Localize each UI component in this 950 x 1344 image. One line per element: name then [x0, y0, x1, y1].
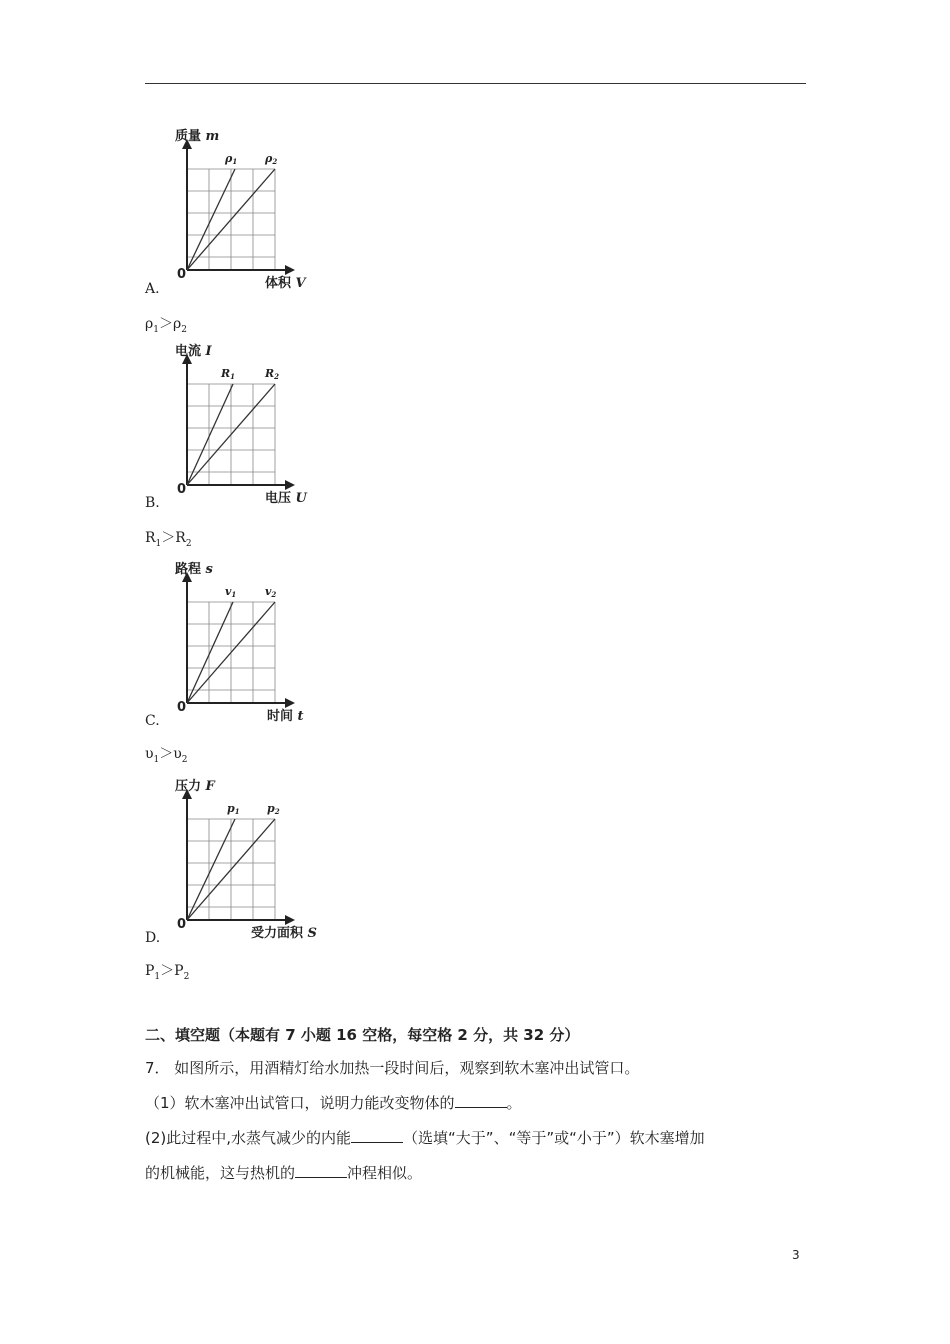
svg-text:质量 m [175, 128, 219, 144]
page-number: 3 [792, 1248, 800, 1262]
graph-c [155, 558, 335, 723]
question-7-stem: 7． 如图所示，用酒精灯给水加热一段时间后，观察到软木塞冲出试管口。 [145, 1059, 640, 1077]
x-axis-symbol: S [307, 926, 317, 941]
option-b-caption: $R_1>R_2$ [145, 530, 192, 549]
y-axis-symbol: I [205, 344, 212, 359]
svg-text:电压 U [265, 490, 308, 506]
svg-text:ρ1 [224, 152, 237, 166]
svg-text:时间 t [267, 708, 304, 724]
answer-blank-1[interactable] [455, 1095, 507, 1108]
x-arrow-icon [285, 915, 295, 925]
svg-text:p2 [267, 802, 280, 816]
line1-sub: 1 [231, 590, 237, 599]
section-title: 二、填空题（本题有 7 小题 16 空格，每空格 2 分，共 32 分） [145, 1026, 580, 1044]
option-d-letter: D. [145, 930, 161, 946]
answer-blank-2[interactable] [351, 1130, 403, 1143]
option-a-letter: A. [145, 281, 160, 297]
line1-label: ρ [225, 152, 233, 165]
graph-b [155, 340, 335, 505]
line2-sub: 2 [274, 372, 280, 381]
x-axis-label: 时间 [267, 709, 294, 724]
y-axis-label: 路程 [175, 562, 202, 577]
option-a-caption: $\rho_1>\rho_2$ [145, 316, 187, 335]
y-axis-label: 电流 [175, 344, 202, 359]
svg-text:R2 [264, 367, 279, 381]
line2-label: v [265, 585, 272, 598]
line1-sub: 1 [230, 372, 236, 381]
option-d-caption: $P_1>P_2$ [145, 963, 190, 982]
origin-label: 0 [177, 482, 187, 497]
line1-label: v [225, 585, 232, 598]
svg-text:路程 s [175, 561, 214, 577]
question-7-part-2: (2)此过程中,水蒸气减少的内能 （选填“大于”、“等于”或“小于”）软木塞增加 [145, 1129, 705, 1147]
svg-text:R1 [220, 367, 235, 381]
option-b-letter: B. [145, 495, 160, 511]
line1-label: R [221, 367, 231, 380]
svg-text:压力 F [175, 778, 216, 794]
origin-label: 0 [177, 700, 187, 715]
svg-text:受力面积 S [251, 925, 317, 941]
header-rule [145, 83, 806, 84]
svg-text:p1 [227, 802, 240, 816]
line2-label: ρ [265, 152, 273, 165]
line2-label: R [265, 367, 275, 380]
line2-label: p [267, 802, 275, 815]
line1-label: p [227, 802, 235, 815]
line2-sub: 2 [271, 590, 277, 599]
series-line-1 [187, 602, 233, 703]
y-axis-label: 质量 [175, 129, 202, 144]
origin-label: 0 [177, 917, 187, 932]
x-arrow-icon [285, 480, 295, 490]
question-7-part-2-cont: 的机械能，这与热机的 冲程相似。 [145, 1164, 423, 1182]
series-line-1 [187, 819, 235, 920]
x-axis-label: 体积 [265, 276, 292, 291]
svg-text:ρ2 [264, 152, 277, 166]
y-axis-symbol: m [205, 129, 220, 144]
option-c-letter: C. [145, 713, 160, 729]
y-axis-symbol: F [205, 779, 215, 794]
x-axis-label: 电压 [265, 491, 292, 506]
svg-text:v1 [225, 585, 236, 599]
x-arrow-icon [285, 265, 295, 275]
line2-sub: 2 [272, 157, 278, 166]
x-axis-symbol: t [297, 709, 304, 724]
line1-sub: 1 [232, 157, 238, 166]
option-c-caption: $\upsilon_1>\upsilon_2$ [145, 746, 188, 765]
x-axis-label: 受力面积 [251, 926, 304, 941]
origin-label: 0 [177, 267, 187, 282]
svg-text:v2 [265, 585, 276, 599]
x-axis-symbol: V [295, 276, 306, 291]
x-arrow-icon [285, 698, 295, 708]
line2-sub: 2 [274, 807, 280, 816]
svg-text:电流 I [175, 343, 213, 359]
line1-sub: 1 [234, 807, 240, 816]
question-7-part-1: （1）软木塞冲出试管口，说明力能改变物体的 。 [145, 1094, 522, 1112]
series-line-1 [187, 169, 235, 270]
x-axis-symbol: U [295, 491, 307, 506]
svg-text:体积 V [265, 275, 308, 291]
y-axis-symbol: s [205, 562, 213, 577]
series-line-1 [187, 384, 233, 485]
graph-d [155, 775, 335, 940]
graph-a [155, 125, 335, 290]
answer-blank-3[interactable] [295, 1165, 347, 1178]
y-axis-label: 压力 [175, 779, 202, 794]
